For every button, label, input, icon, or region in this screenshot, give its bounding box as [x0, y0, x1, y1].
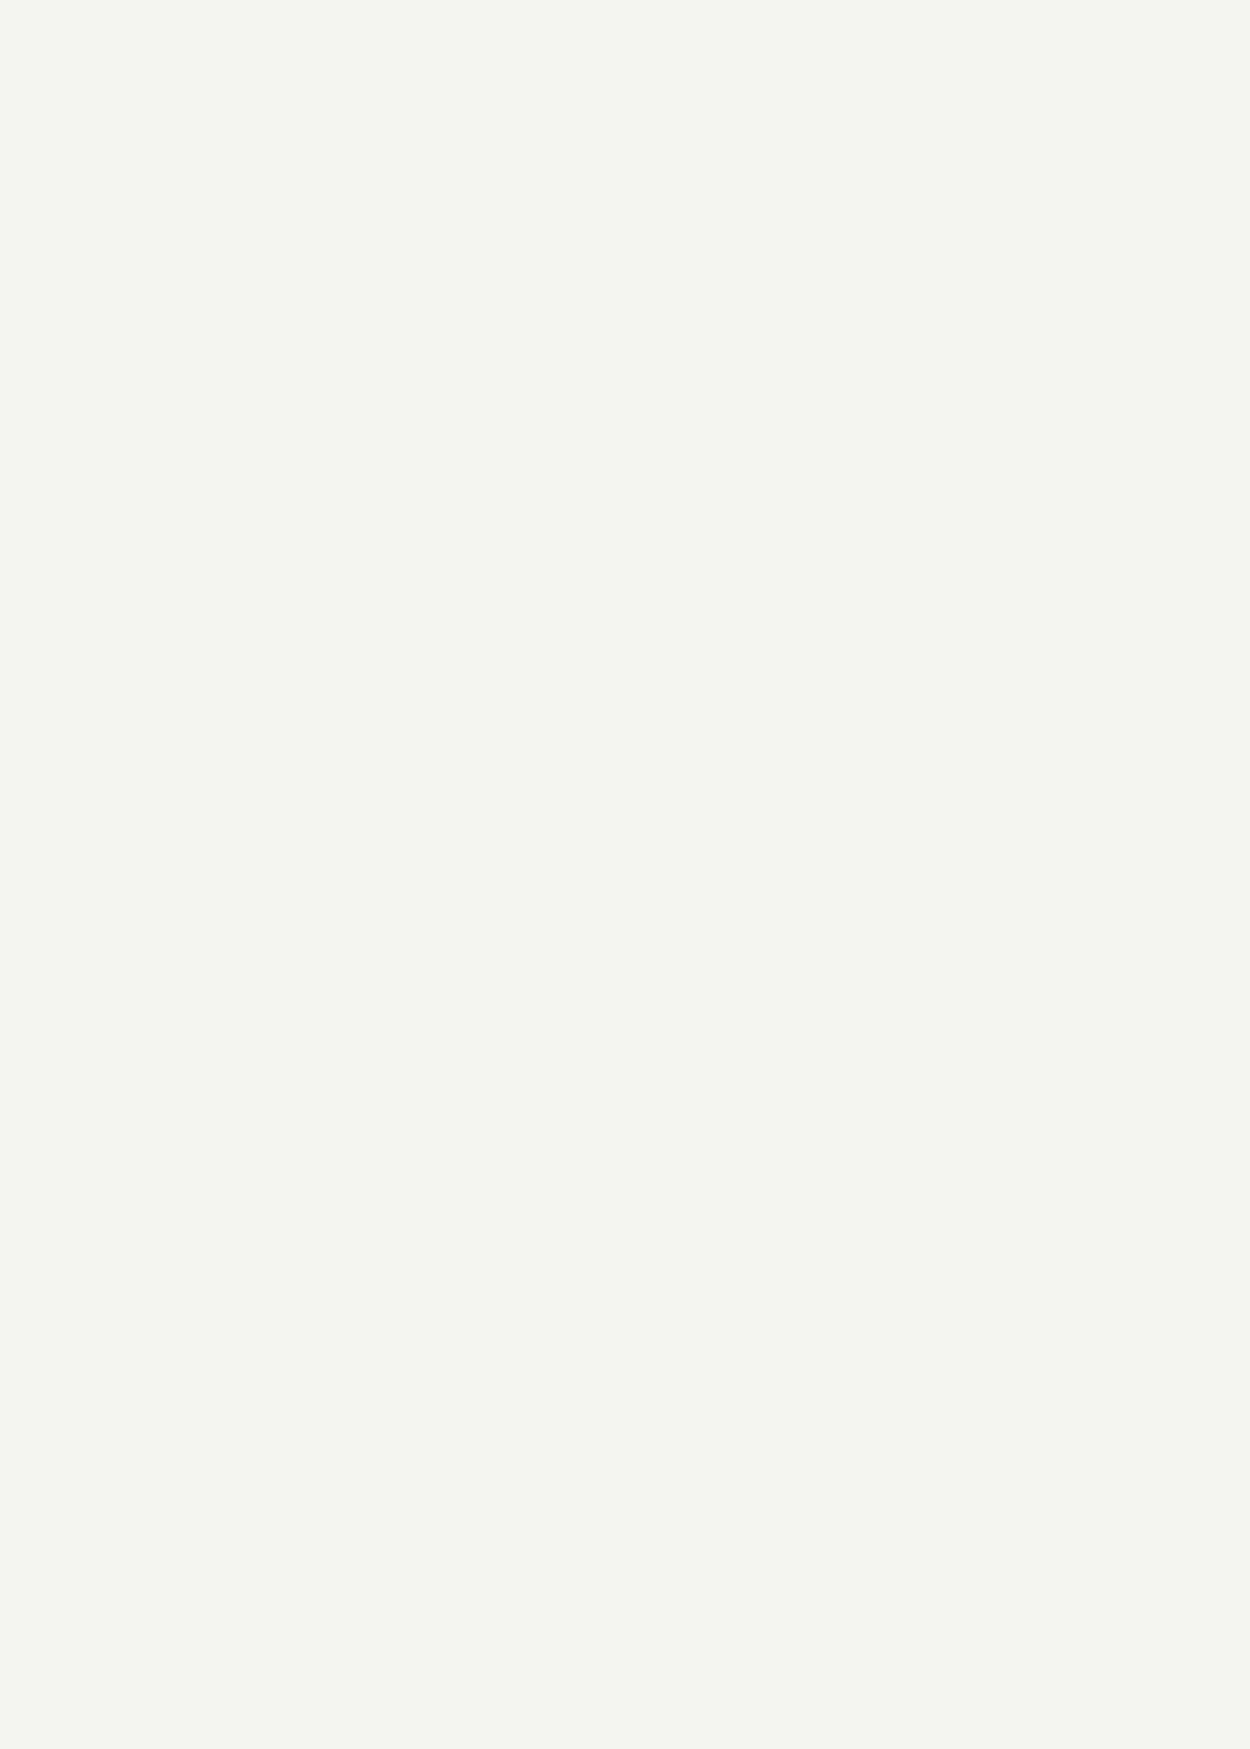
page-footer — [820, 1664, 840, 1684]
